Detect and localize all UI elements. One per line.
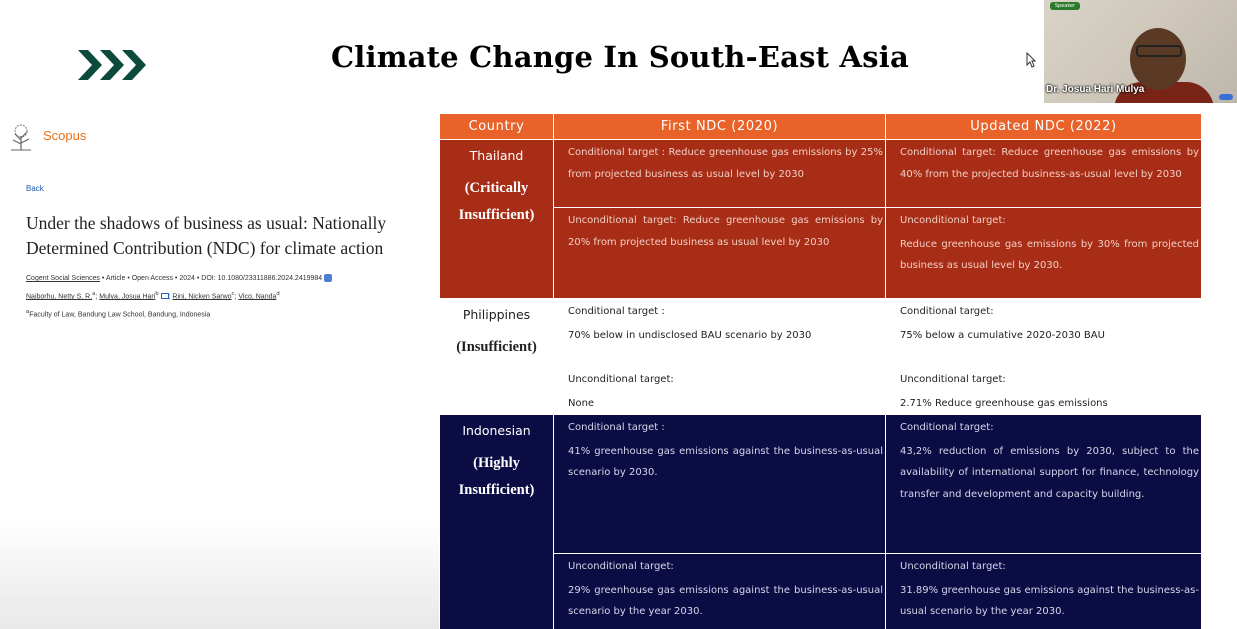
slide-title: Climate Change In South-East Asia [331,40,909,74]
cell-label: Unconditional target: [568,561,674,572]
author-link[interactable]: Mulya, Josua Hari [99,293,156,301]
article-title: Under the shadows of business as usual: Nationally Determined Contribution (NDC) for climate action [26,213,387,258]
column-header-country: Country [440,114,554,140]
cell-label: Unconditional target: [900,561,1006,572]
country-name: Philippines [462,307,531,322]
table-row-thailand-unconditional [440,208,1202,299]
speaker-badge: Speaker [1050,2,1080,10]
first-unconditional-cell [554,554,886,629]
author-link[interactable]: Rini, Nicken Sarwo [172,293,232,301]
cell-text: 41% greenhouse gas emissions against the business-as-usual scenario by 2030. [568,445,883,478]
rating-label: (Highly Insufficient) [458,454,535,498]
table-row-philippines [440,299,1202,367]
article-type: Article [105,274,126,282]
cell-label: Unconditional target: [900,215,1006,226]
cell-text: 29% greenhouse gas emissions against the business-as-usual scenario by the year 2030. [568,584,883,617]
author-list: Naiborhu, Netty S. R.$^a$; Mulya, Josua Hari$^b$ ; Rini, Nicken Sarwo$^c$; Vico, Nanda$^d$ [26,291,280,301]
participant-video-tile[interactable] [1044,0,1237,103]
back-link[interactable]: Back [26,184,44,193]
journal-link[interactable]: Cogent Social Sciences [26,274,100,282]
ndc-comparison-table [439,113,1202,629]
author-sup: d [276,291,280,297]
cell-text: 31.89% greenhouse gas emissions against the business-as-usual scenario by the year 2030. [900,584,1199,617]
author-sup: c [231,291,235,297]
audio-indicator-icon [1219,94,1233,100]
first-conditional-cell [554,140,886,208]
cell-label: Unconditional target: [900,374,1006,385]
table-row-indonesia-unconditional [440,554,1202,629]
cell-text: 2.71% Reduce greenhouse gas emissions [900,397,1108,409]
author-sup: a [92,291,96,297]
author-link[interactable]: Vico, Nanda [238,293,277,301]
email-icon[interactable] [161,293,169,299]
first-conditional-cell [554,299,886,367]
cell-text: Conditional target: Reduce greenhouse gas emissions by 40% from the projected business-as-usual level by 2030 [900,147,1199,180]
affiliation [26,309,210,318]
cell-text: Reduce greenhouse gas emissions by 30% from projected business as usual level by 2030. [900,238,1199,271]
first-unconditional-cell [554,208,886,299]
cell-text: Conditional target : Reduce greenhouse gas emissions by 25% from projected business as usual level by 2030 [568,147,883,180]
article-meta: Cogent Social Sciences • Article • Open Access • 2024 • DOI: 10.1080/23311886.2024.2419984 [26,274,332,282]
cell-label: Conditional target: [900,306,994,317]
cell-text: 70% below in undisclosed BAU scenario by 2030 [568,329,812,341]
participant-head [1130,28,1186,90]
article-year: 2024 [179,274,195,282]
updated-unconditional-cell [886,208,1202,299]
rating-label: (Critically Insufficient) [458,179,535,223]
first-unconditional-cell [554,367,886,415]
author-sup: b [155,291,159,297]
updated-conditional-cell [886,299,1202,367]
updated-conditional-cell [886,140,1202,208]
cell-label: Conditional target: [900,422,994,433]
first-conditional-cell [554,415,886,554]
table-row-thailand [440,140,1202,208]
author-link[interactable]: Naiborhu, Netty S. R. [26,293,93,301]
access-type: Open Access [131,274,173,282]
cell-label: Unconditional target: [568,374,674,385]
table-row-indonesia [440,415,1202,554]
mouse-pointer-icon [1026,52,1036,68]
cell-label: Conditional target : [568,306,665,317]
country-cell [440,299,554,415]
column-header-first-ndc: First NDC (2020) [554,114,886,140]
country-cell [440,415,554,629]
updated-conditional-cell [886,415,1202,554]
table-row-philippines-unconditional [440,367,1202,415]
participant-glasses [1136,45,1182,57]
cell-text: 75% below a cumulative 2020-2030 BAU [900,329,1105,341]
column-header-updated-ndc: Updated NDC (2022) [886,114,1202,140]
cell-text: 43,2% reduction of emissions by 2030, subject to the availability of international support for finance, technology transfer and development and capacity building. [900,445,1199,500]
cell-label: Conditional target : [568,422,665,433]
country-name: Thailand [469,148,524,163]
scopus-label: Scopus [43,128,87,143]
rating-label: (Insufficient) [456,338,537,355]
scopus-tree-icon [8,122,34,152]
updated-unconditional-cell [886,367,1202,415]
cell-text: Unconditional target: Reduce greenhouse gas emissions by 20% from projected business as usual level by 2030 [568,215,883,248]
participant-name: Dr. Josua Hari Mulya [1046,84,1145,95]
updated-unconditional-cell [886,554,1202,629]
article-doi: DOI: 10.1080/23311886.2024.2419984 [201,274,323,282]
triple-chevron-logo-icon [78,48,148,82]
affiliation-sup: a [26,309,30,315]
country-name: Indonesian [462,423,531,438]
cell-text: None [568,397,595,409]
copy-doi-icon[interactable] [324,274,332,282]
table-header-row [440,114,1202,140]
affiliation-text: Faculty of Law, Bandung Law School, Bandung, Indonesia [29,311,211,319]
background-fade [0,520,440,629]
country-cell [440,140,554,299]
